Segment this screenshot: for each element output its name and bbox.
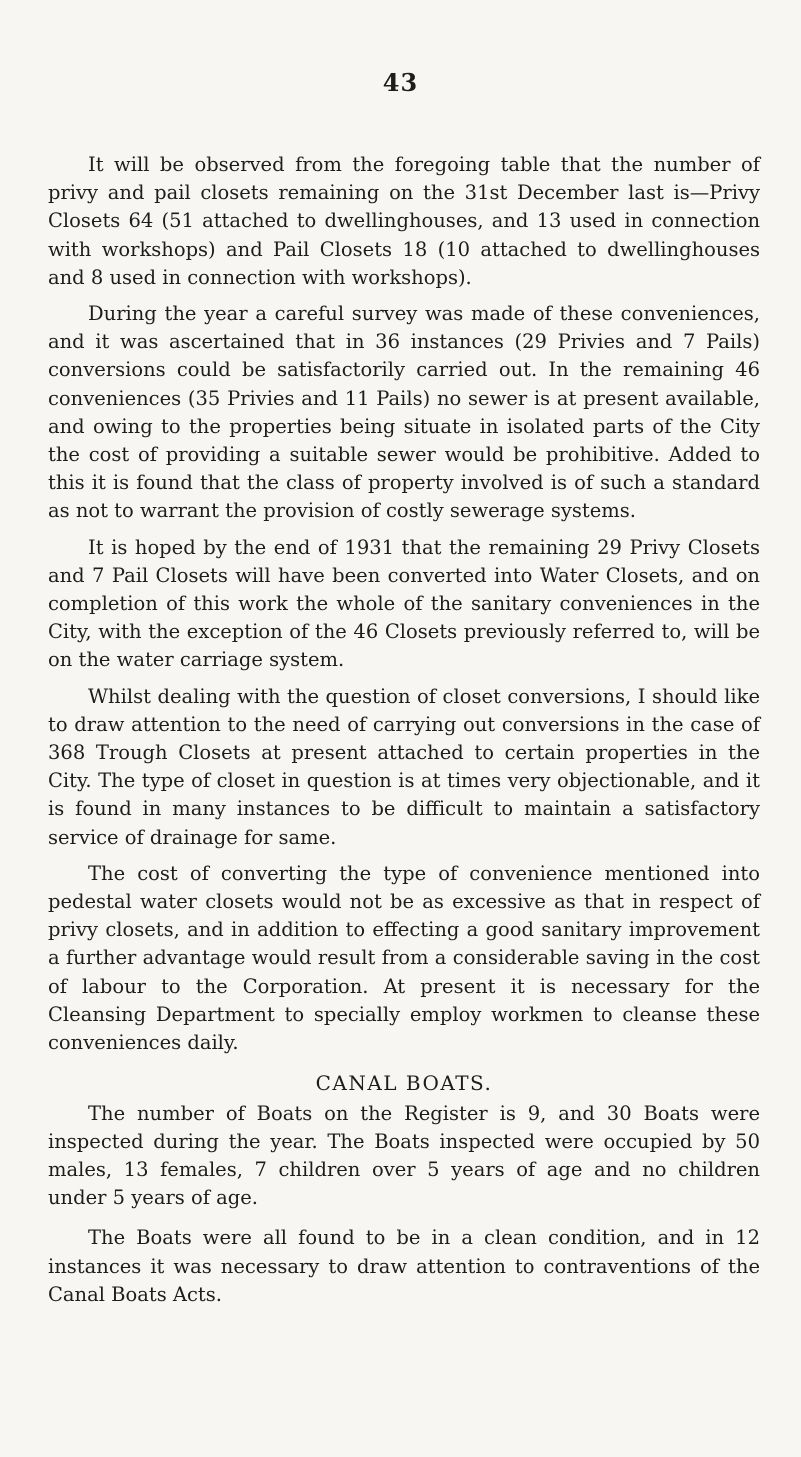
paragraph-survey: During the year a careful survey was made of these conveniences, and it was ascertained that in 36 instances (29 Privies and 7 Pails) conversions could be satisfactorily carried out. In the remaining 46 conveniences (35 Privies and 11 Pails) no sewer is at present available, and owing to the properties being situate in isolated parts of the City the cost of providing a suitable sewer would be prohibitive. Added to this it is found that the class of property involved is of such a standard as not to warrant the provision of costly sewerage systems. — [48, 302, 760, 523]
paragraph-boats-condition: The Boats were all found to be in a clean condition, and in 12 instances it was necessary to draw attention to contraventions of the Canal Boats Acts. — [48, 1226, 760, 1306]
paragraph-trough-closets: Whilst dealing with the question of closet conversions, I should like to draw attention to the need of carrying out conversions in the case of 368 Trough Closets at present attached to certain properties in the City. The type of closet in question is at times very objectionable, and it is found in many instances to be difficult to maintain a satisfactory service of drainage for same. — [48, 684, 760, 849]
document-body — [48, 151, 760, 1309]
section-heading-canal-boats: CANAL BOATS. — [315, 1071, 493, 1096]
page-number: 43 — [382, 68, 419, 97]
paragraph-closets-remaining: It will be observed from the foregoing table that the number of privy and pail closets remaining on the 31st December last is—Privy Closets 64 (51 attached to dwellinghouses, and 13 used in connection with workshops) and Pail Closets 18 (10 attached to dwellinghouses and 8 used in connection with workshops). — [48, 153, 760, 289]
paragraph-conversion-cost: The cost of converting the type of convenience mentioned into pedestal water closets would not be as excessive as that in respect of privy closets, and in addition to effecting a good sanitary improvement a further advantage would result from a considerable saving in the cost of labour to the Corporation. At present it is necessary for the Cleansing Department to specially employ workmen to cleanse these conveniences daily. — [48, 861, 760, 1055]
paragraph-boats-register: The number of Boats on the Register is 9, and 30 Boats were inspected during the year. The Boats inspected were occupied by 50 males, 13 females, 7 children over 5 years of age and no children under 5 years of age. — [48, 1101, 760, 1210]
paragraph-conversion-plan: It is hoped by the end of 1931 that the remaining 29 Privy Closets and 7 Pail Closets will have been converted into Water Closets, and on completion of this work the whole of the sanitary conveniences in the City, with the exception of the 46 Closets previously referred to, will be on the water carriage system. — [48, 535, 760, 672]
